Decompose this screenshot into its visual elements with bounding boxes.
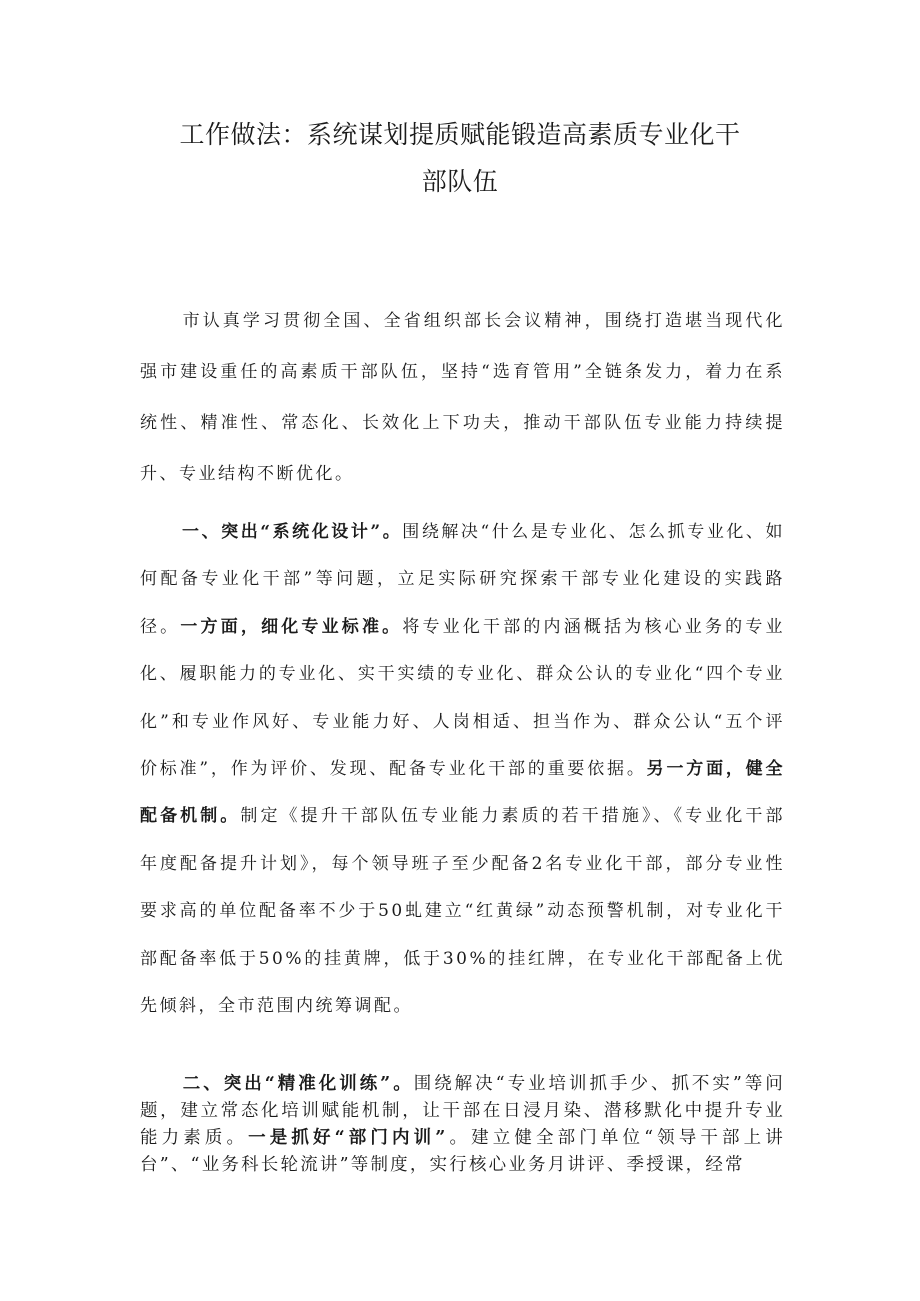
- section-1-paragraph: [140, 509, 785, 1030]
- section-1-heading: 一、突出“系统化设计”。: [182, 522, 403, 542]
- intro-paragraph: [140, 296, 785, 500]
- section-2-text-a: 围绕解决“专业培训抓手少、抓不实”等问题，建立常态化培训赋能机制，让干部在日浸月染、潜移默化中提升专业能力素质。: [140, 1074, 786, 1148]
- document-title-line-1: 工作做法：系统谋划提质赋能锻造高素质专业化干: [179, 120, 741, 149]
- section-1-point-2-heading: 另一方面，健全配备机制。: [140, 759, 785, 827]
- section-1-text-d: 制定《提升干部队伍专业能力素质的若干措施》、《专业化干部年度配备提升计划》，每个领导班子至少配备2名专业化干部，部分专业性要求高的单位配备率不少于50虬建立“红黄绿”动态预警机制，对专业化干部配备率低于50%的挂黄牌，低于30%的挂红牌，在专业化干部配备上优先倾斜，全市范围内统筹调配。: [140, 806, 785, 1017]
- section-1-text-a: 围绕解决“什么是专业化、怎么抓专业化、如何配备专业化干部”等问题，立足实际研究探索干部专业化建设的实践路径。: [140, 522, 785, 637]
- section-2-heading: 二、突出“精准化训练”。: [182, 1074, 414, 1094]
- document-title-line-2: 部队伍: [421, 167, 499, 196]
- intro-text: 市认真学习贯彻全国、全省组织部长会议精神，围绕打造堪当现代化强市建设重任的高素质干部队伍，坚持“选育管用”全链条发力，着力在系统性、精准性、常态化、长效化上下功夫，推动干部队伍专业能力持续提升、专业结构不断优化。: [140, 311, 785, 484]
- section-2-point-1-heading: 一是抓好“部门内训”: [248, 1128, 448, 1148]
- section-2-text-c: 。建立健全部门单位“领导干部上讲台”、“业务科长轮流讲”等制度，实行核心业务月讲评、季授课，经常: [140, 1128, 785, 1175]
- section-1-text-c: 将专业化干部的内涵概括为核心业务的专业化、履职能力的专业化、实干实绩的专业化、群众公认的专业化“四个专业化”和专业作风好、专业能力好、人岗相适、担当作为、群众公认“五个评价标准”，作为评价、发现、配备专业化干部的重要依据。: [140, 616, 786, 780]
- section-2-paragraph: [140, 1071, 785, 1179]
- section-1-point-1-heading: 一方面，细化专业标准。: [180, 616, 403, 637]
